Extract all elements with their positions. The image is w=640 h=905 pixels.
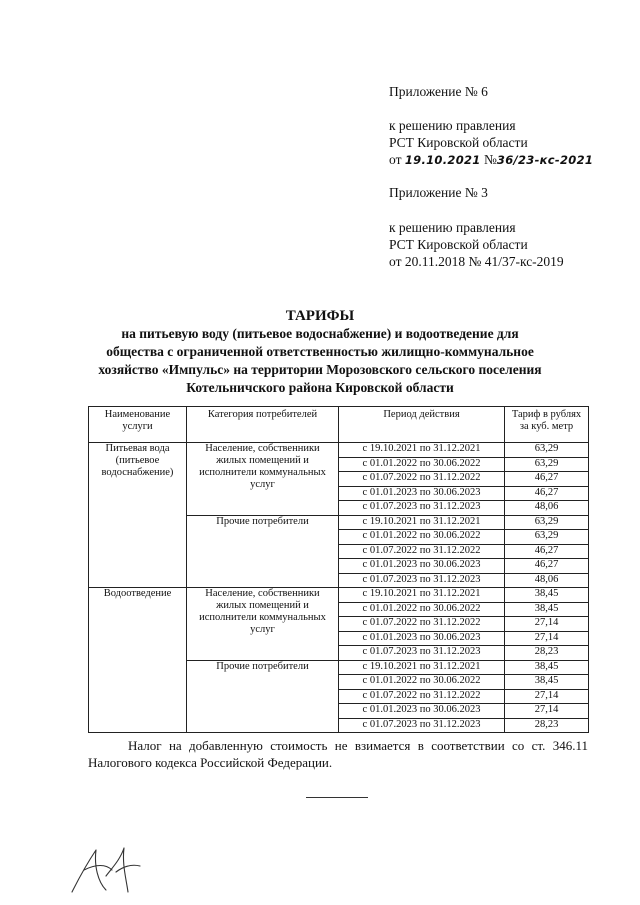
- handwritten-number: 36/23-кс-2021: [496, 153, 594, 167]
- document-subtitle: [0, 325, 640, 397]
- tariff-cell: 46,27: [505, 486, 589, 501]
- appendix-6-title: Приложение № 6: [389, 84, 488, 99]
- appendix-3-decision-line: к решению правления: [389, 220, 516, 235]
- appendix-3-decision: [389, 219, 564, 270]
- header-category: Категория потребителей: [187, 407, 339, 443]
- subtitle-line-2: общества с ограниченной ответственностью жилищно-коммунальное: [106, 344, 534, 359]
- period-cell: с 01.01.2022 по 30.06.2022: [339, 530, 505, 545]
- tariff-cell: 27,14: [505, 617, 589, 632]
- period-cell: с 01.01.2022 по 30.06.2022: [339, 675, 505, 690]
- subtitle-line-3: хозяйство «Импульс» на территории Морозовского сельского поселения: [98, 362, 542, 377]
- vat-note-line-2: Налогового кодекса Российской Федерации.: [88, 755, 333, 770]
- table-header-row: [89, 407, 589, 443]
- tariff-cell: 63,29: [505, 457, 589, 472]
- tariff-cell: 63,29: [505, 530, 589, 545]
- category-cell: Население, собственники жилых помещений и исполнители коммунальных услуг: [187, 443, 339, 516]
- period-cell: с 01.01.2023 по 30.06.2023: [339, 631, 505, 646]
- tariff-cell: 46,27: [505, 544, 589, 559]
- tariff-cell: 38,45: [505, 588, 589, 603]
- header-period: Период действия: [339, 407, 505, 443]
- tariff-cell: 27,14: [505, 689, 589, 704]
- appendix-6-date-line: [389, 151, 593, 169]
- table-row: [89, 588, 589, 603]
- category-cell: Прочие потребители: [187, 515, 339, 588]
- period-cell: с 01.07.2022 по 31.12.2022: [339, 689, 505, 704]
- appendix-6-decision: [389, 117, 593, 169]
- period-cell: с 01.07.2023 по 31.12.2023: [339, 646, 505, 661]
- signature-icon: [66, 842, 158, 898]
- subtitle-line-4: Котельничского района Кировской области: [186, 380, 454, 395]
- tariff-cell: 63,29: [505, 515, 589, 530]
- service-name-cell: Питьевая вода (питьевое водоснабжение): [89, 443, 187, 588]
- appendix-3-block: [389, 184, 488, 201]
- tariff-cell: 27,14: [505, 631, 589, 646]
- appendix-3-title: Приложение № 3: [389, 185, 488, 200]
- period-cell: с 19.10.2021 по 31.12.2021: [339, 443, 505, 458]
- period-cell: с 19.10.2021 по 31.12.2021: [339, 588, 505, 603]
- period-cell: с 01.01.2023 по 30.06.2023: [339, 486, 505, 501]
- tariff-table: [88, 406, 589, 733]
- appendix-6-block: [389, 83, 488, 100]
- period-cell: с 01.07.2022 по 31.12.2022: [339, 617, 505, 632]
- date-prefix: от: [389, 152, 402, 167]
- tariff-cell: 27,14: [505, 704, 589, 719]
- period-cell: с 01.01.2023 по 30.06.2023: [339, 704, 505, 719]
- tariff-cell: 46,27: [505, 472, 589, 487]
- number-prefix: №: [484, 152, 497, 167]
- header-tariff: Тариф в рублях за куб. метр: [505, 407, 589, 443]
- tariff-cell: 28,23: [505, 718, 589, 733]
- period-cell: с 01.07.2023 по 31.12.2023: [339, 501, 505, 516]
- tariff-cell: 48,06: [505, 573, 589, 588]
- period-cell: с 01.07.2023 по 31.12.2023: [339, 718, 505, 733]
- service-name-cell: Водоотведение: [89, 588, 187, 733]
- tariff-cell: 38,45: [505, 660, 589, 675]
- period-cell: с 01.01.2022 по 30.06.2022: [339, 457, 505, 472]
- separator-line: [306, 797, 368, 798]
- category-cell: Прочие потребители: [187, 660, 339, 733]
- tariff-cell: 38,45: [505, 602, 589, 617]
- period-cell: с 01.07.2022 по 31.12.2022: [339, 544, 505, 559]
- appendix-3-authority-line: РСТ Кировской области: [389, 237, 528, 252]
- appendix-6-authority-line: РСТ Кировской области: [389, 135, 528, 150]
- tariff-cell: 38,45: [505, 675, 589, 690]
- appendix-3-date-line: от 20.11.2018 № 41/37-кс-2019: [389, 254, 564, 269]
- period-cell: с 01.01.2023 по 30.06.2023: [339, 559, 505, 574]
- appendix-6-decision-line: к решению правления: [389, 118, 516, 133]
- vat-note-line-1: Налог на добавленную стоимость не взимается в соответствии со ст. 346.11: [128, 738, 588, 753]
- tariff-table-body: [89, 443, 589, 733]
- document-title: ТАРИФЫ: [285, 308, 355, 324]
- subtitle-line-1: на питьевую воду (питьевое водоснабжение) и водоотведение для: [121, 326, 519, 341]
- period-cell: с 01.07.2022 по 31.12.2022: [339, 472, 505, 487]
- period-cell: с 01.07.2023 по 31.12.2023: [339, 573, 505, 588]
- tariff-cell: 63,29: [505, 443, 589, 458]
- tariff-cell: 46,27: [505, 559, 589, 574]
- tariff-cell: 28,23: [505, 646, 589, 661]
- table-row: [89, 443, 589, 458]
- category-cell: Население, собственники жилых помещений и исполнители коммунальных услуг: [187, 588, 339, 661]
- tariff-cell: 48,06: [505, 501, 589, 516]
- period-cell: с 19.10.2021 по 31.12.2021: [339, 515, 505, 530]
- period-cell: с 01.01.2022 по 30.06.2022: [339, 602, 505, 617]
- period-cell: с 19.10.2021 по 31.12.2021: [339, 660, 505, 675]
- handwritten-date: 19.10.2021: [404, 153, 481, 167]
- vat-note: [88, 737, 588, 771]
- header-service: Наименование услуги: [89, 407, 187, 443]
